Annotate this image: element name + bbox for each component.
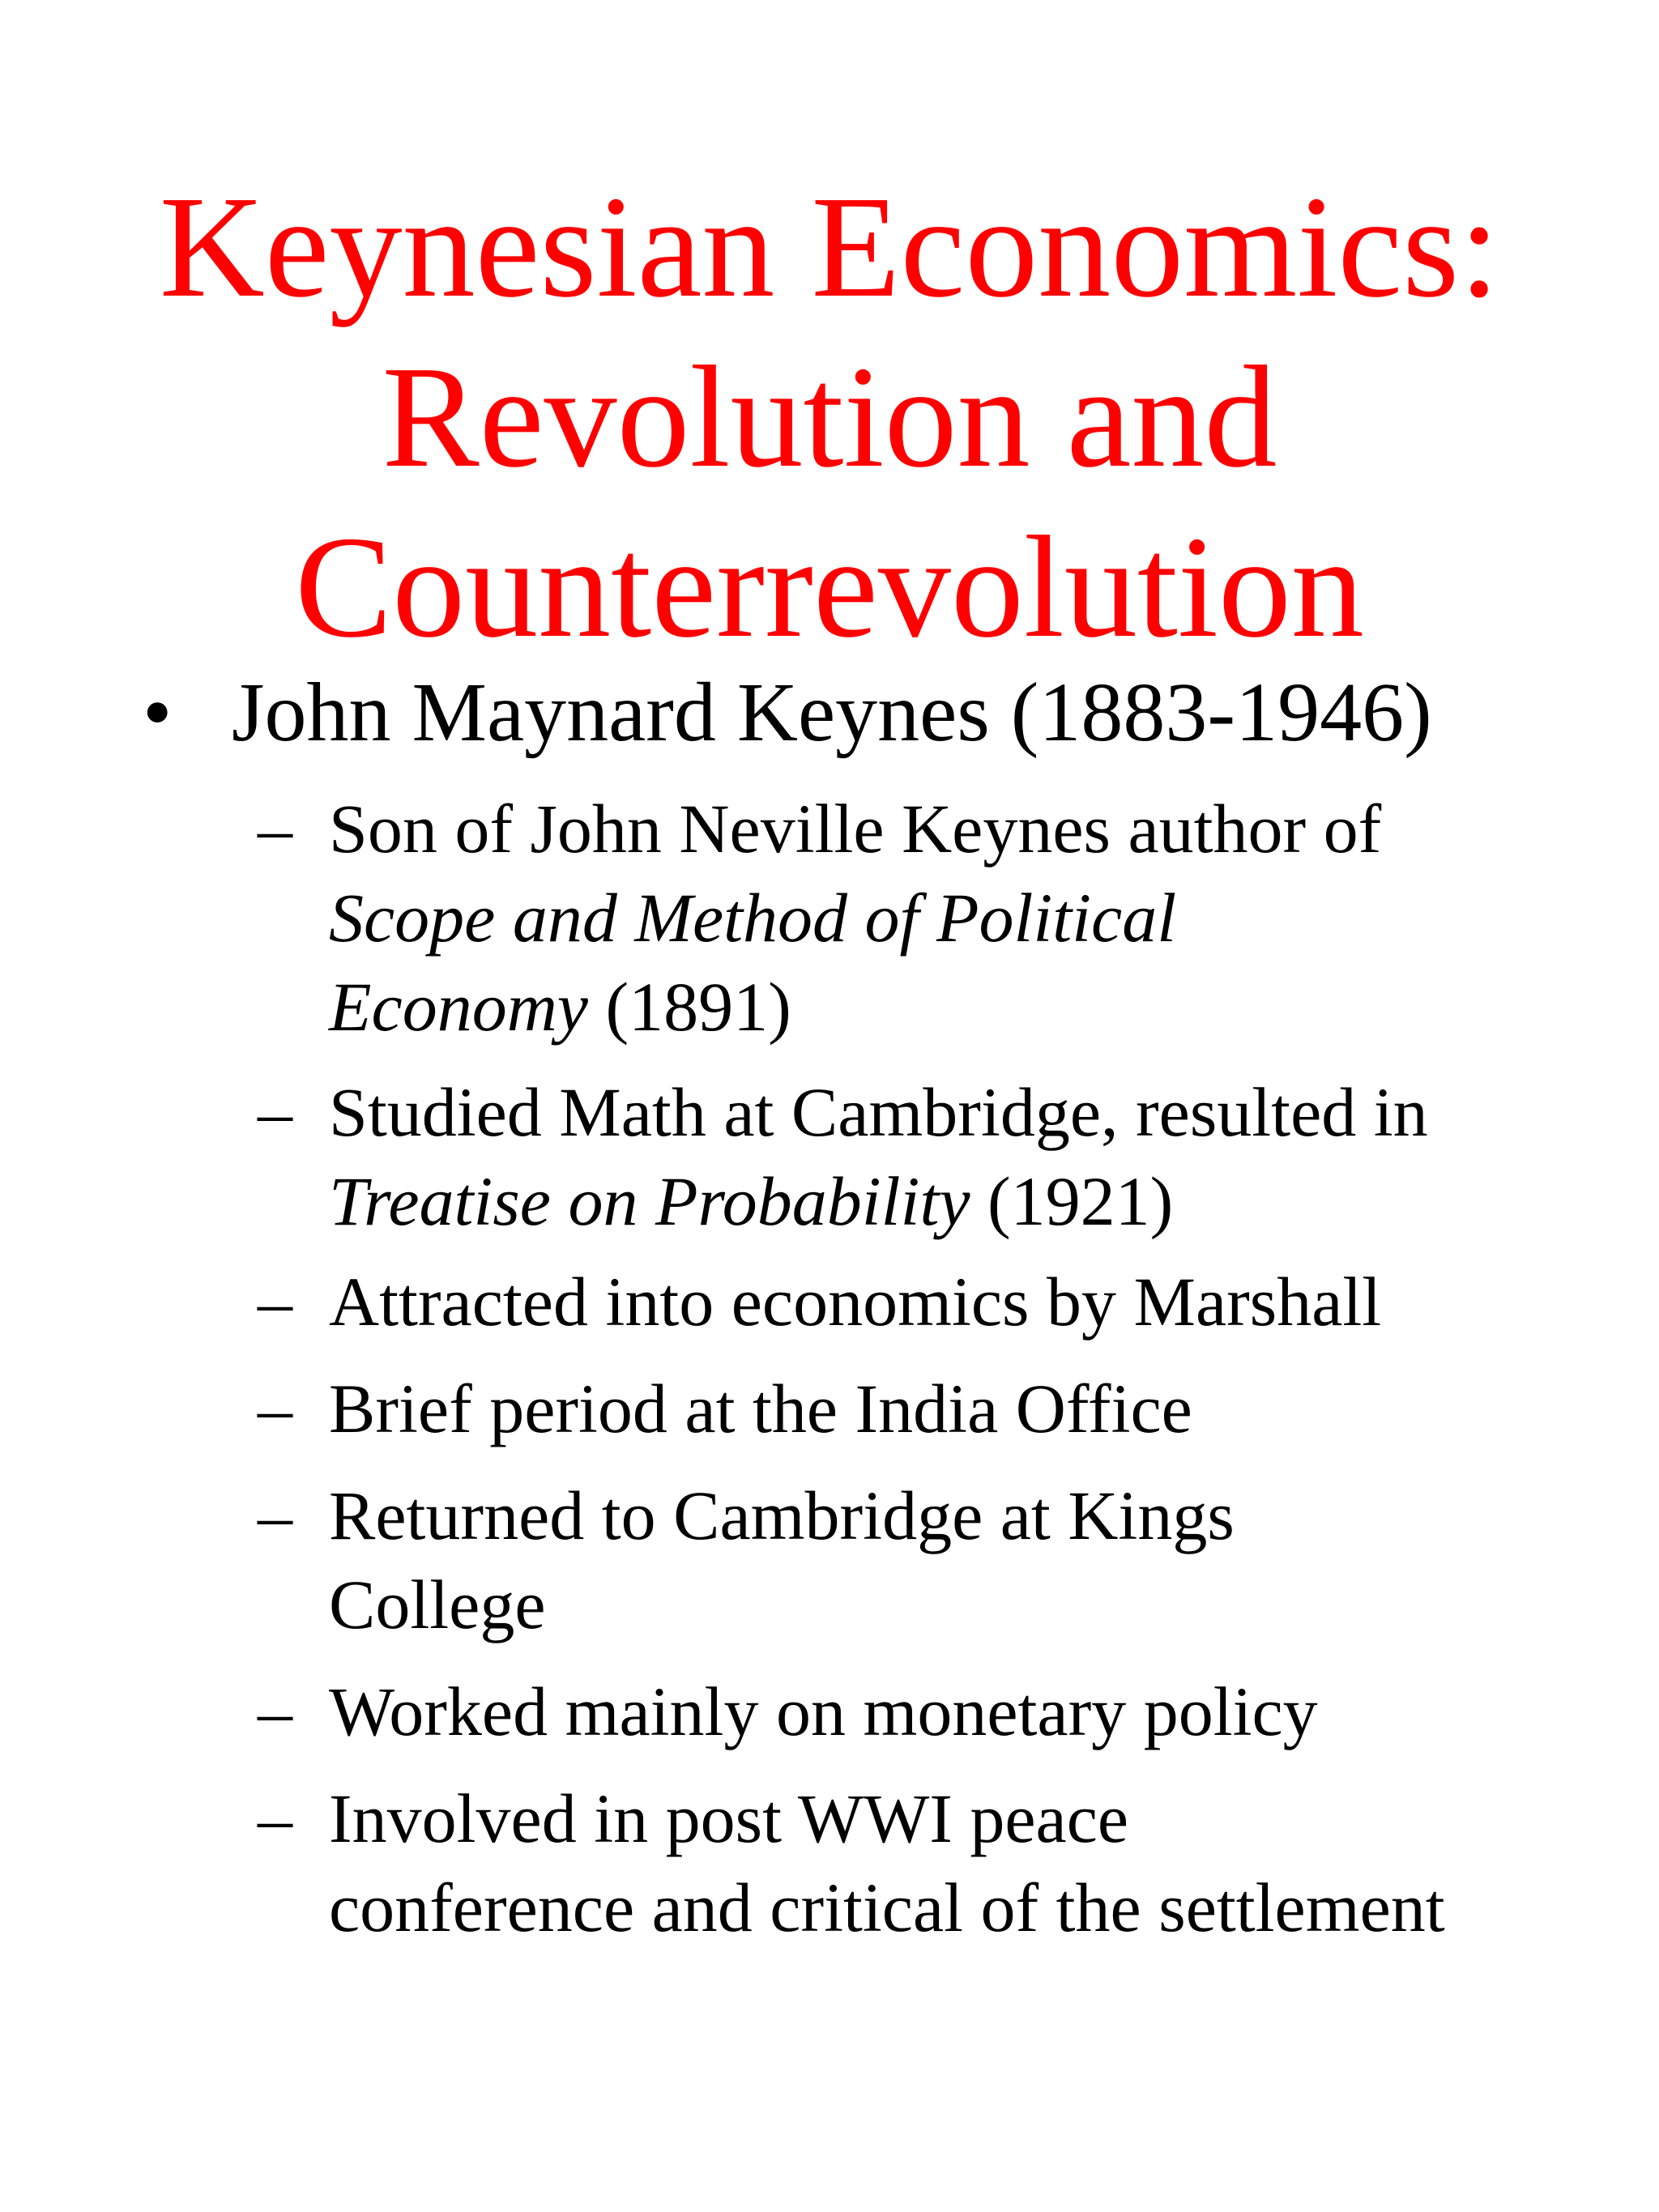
subitem-text: (1891) [587,968,791,1046]
dash-marker: – [258,1263,292,1340]
subitem-text: Returned to Cambridge at Kings [329,1477,1235,1554]
slide-title [0,162,1659,672]
book-title: Treatise on Probability [329,1162,970,1240]
dash-marker: – [258,1073,292,1151]
title-line-1: Keynesian Economics: [159,166,1500,327]
title-line-3: Counterrevolution [295,506,1364,667]
dash-marker: – [258,1673,292,1750]
book-title: Scope and Method of Political [329,879,1177,957]
bullet-marker: • [143,666,173,759]
title-line-2: Revolution and [382,336,1277,497]
dash-marker: – [258,1370,292,1447]
dash-marker: – [258,1779,292,1857]
subitem-text: Studied Math at Cambridge, resulted in [329,1073,1428,1151]
book-title: Economy [329,968,588,1046]
bullet-text: John Maynard Keynes (1883-1946) [232,666,1432,759]
subitem-text: conference and critical of the settlement [329,1869,1445,1946]
subitem-text: Son of John Neville Keynes author of [329,790,1382,867]
subitem-text: Brief period at the India Office [329,1370,1192,1447]
dash-marker: – [258,1477,292,1554]
dash-marker: – [258,790,292,867]
subitem-text: College [329,1566,546,1643]
subitem-text: Attracted into economics by Marshall [329,1263,1382,1340]
subitem-text: Worked mainly on monetary policy [329,1673,1318,1750]
subitem-text: Involved in post WWI peace [329,1779,1129,1857]
subitem-text: (1921) [970,1162,1174,1240]
